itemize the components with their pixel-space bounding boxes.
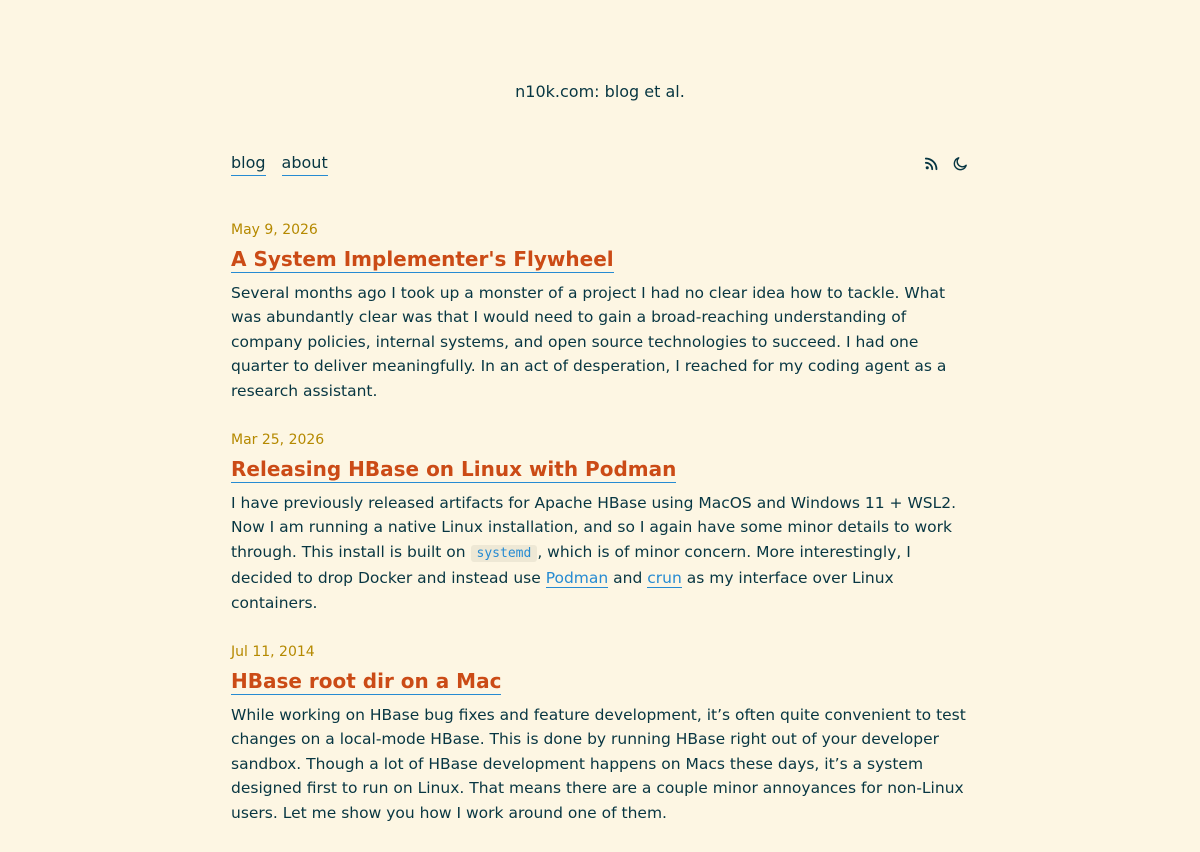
post-title-link[interactable]: HBase root dir on a Mac	[231, 669, 502, 694]
post-item	[231, 430, 971, 615]
post-date: Jul 11, 2014	[231, 644, 315, 661]
main-nav	[231, 152, 969, 180]
nav-link-about[interactable]: about	[282, 152, 328, 176]
post-summary	[231, 491, 971, 615]
nav-icons	[923, 155, 969, 172]
post-date: May 9, 2026	[231, 222, 318, 238]
post-item	[231, 642, 971, 825]
podman-link[interactable]: Podman	[545, 569, 609, 588]
nav-link-blog[interactable]: blog	[231, 152, 266, 176]
post-date: Mar 25, 2026	[231, 432, 325, 449]
post-title-link[interactable]: Releasing HBase on Linux with Podman	[231, 457, 677, 482]
rss-icon[interactable]	[923, 155, 940, 172]
summary-text: , which is of minor concern. More interestingly, I decided to drop Docker and instead use	[231, 542, 911, 588]
post-item	[231, 220, 971, 403]
post-title-link[interactable]: A System Implementer's Flywheel	[231, 247, 614, 271]
post-summary: While working on HBase bug fixes and feature development, it’s often quite convenient to test changes on a local-mode HBase. This is done by running HBase right out of your developer sandbox. Though a lot of HBase development happens on Macs these days, it’s a system designed first to run on Linux. That means there are a couple minor annoyances for non-Linux users. Let me show you how I work around one of them.	[231, 706, 966, 822]
summary-text: and	[608, 569, 648, 588]
nav-links	[231, 152, 328, 176]
moon-icon[interactable]	[952, 155, 969, 172]
inline-code-systemd: systemd	[471, 545, 538, 562]
crun-link[interactable]: crun	[647, 569, 682, 588]
summary-text: I have previously released artifacts for Apache HBase using MacOS and Windows 11 + WSL2. Now I am running a native Linux installation, and so I again have some minor details to work through. This install is built on	[231, 494, 957, 561]
site-title[interactable]: n10k.com: blog et al.	[515, 82, 685, 101]
post-list	[231, 220, 971, 852]
post-summary: Several months ago I took up a monster of a project I had no clear idea how to tackle. What was abundantly clear was that I would need to gain a broad-reaching understanding of company policies, internal systems, and open source technologies to succeed. I had one quarter to deliver meaningfully. In an act of desperation, I reached for my coding agent as a research assistant.	[231, 284, 947, 400]
summary-text: as my interface over Linux containers.	[231, 569, 894, 612]
